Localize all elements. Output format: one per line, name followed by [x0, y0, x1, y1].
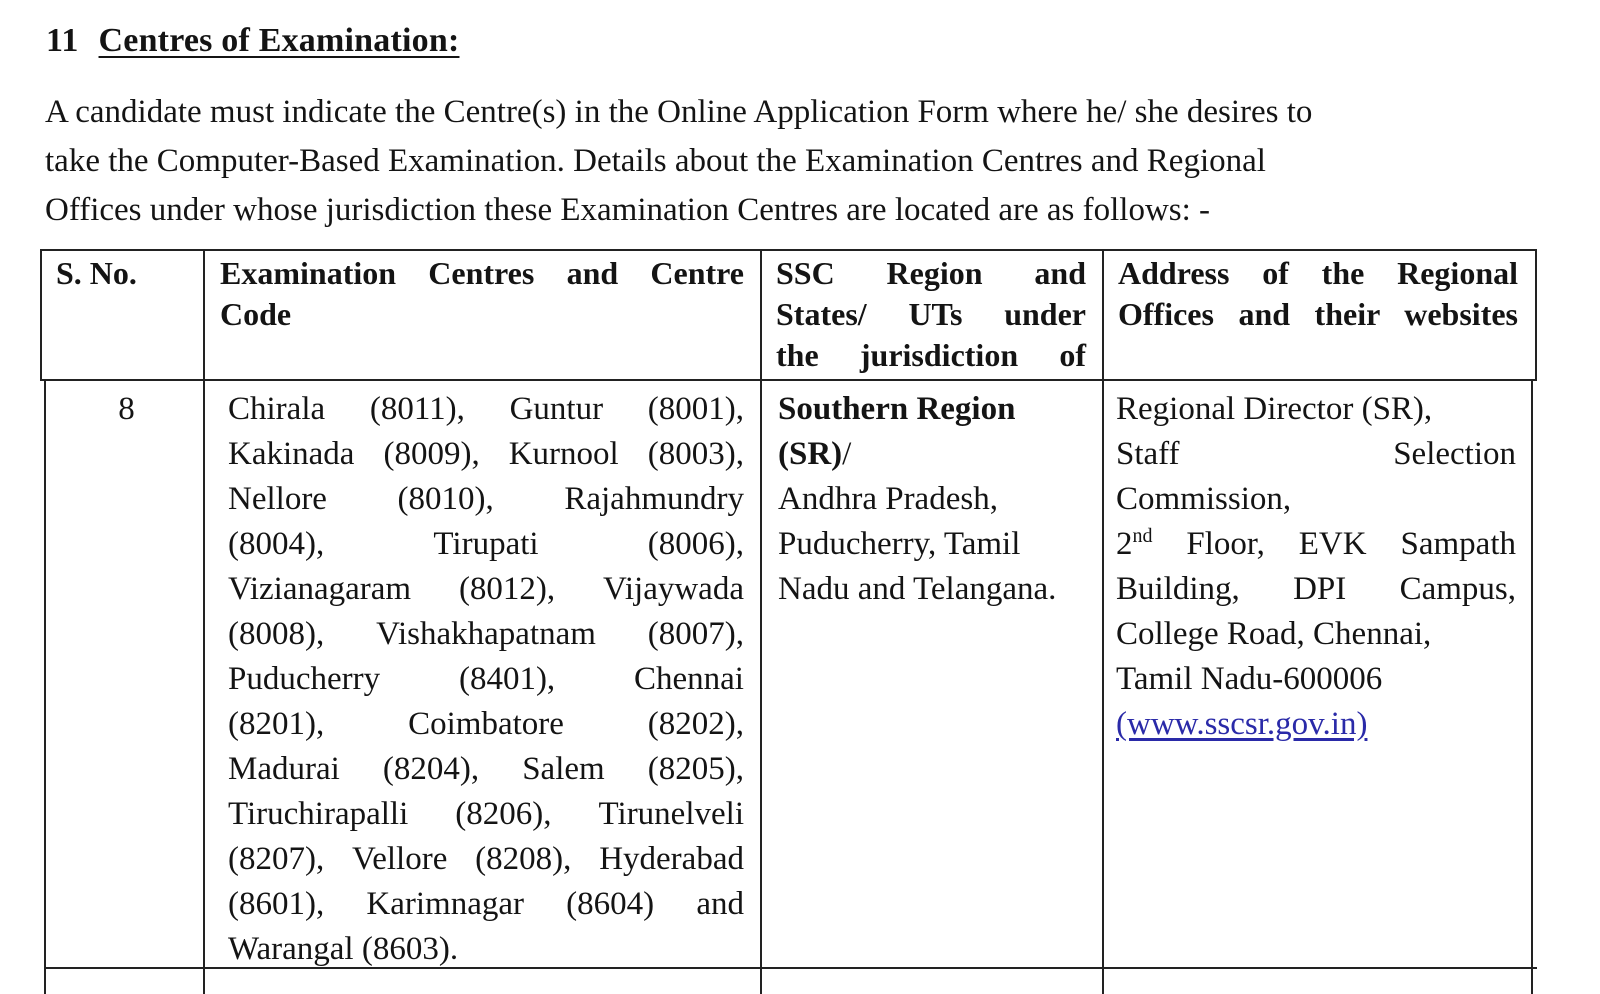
centre-line	[228, 387, 744, 432]
centre-line	[228, 837, 744, 882]
centre-word: (8205),	[647, 751, 744, 787]
centre-line	[228, 567, 744, 612]
centres-table	[40, 249, 1571, 994]
region-line: Puducherry, Tamil	[778, 526, 1021, 562]
centre-word: (8604)	[566, 886, 655, 922]
centre-word: Tirunelveli	[598, 796, 744, 832]
section-number: 11	[46, 22, 79, 59]
centre-word: Karimnagar	[366, 886, 524, 922]
intro-line: take the Computer-Based Examination. Details about the Examination Centres and Regional	[45, 143, 1266, 179]
centre-word: Salem	[522, 751, 605, 787]
centre-word: (8208),	[475, 841, 572, 877]
address-line: Building, DPI Campus,	[1116, 571, 1516, 607]
header-line: the jurisdiction of	[776, 337, 1086, 373]
centre-word: Rajahmundry	[564, 481, 744, 517]
centre-word: Vijaywada	[603, 571, 744, 607]
centre-line	[228, 882, 744, 927]
table-left-border	[44, 379, 46, 994]
table-top-border	[40, 249, 1537, 251]
centre-word: (8006),	[647, 526, 744, 562]
intro-paragraph	[45, 88, 1465, 235]
row-centres	[228, 387, 744, 972]
region-line: Andhra Pradesh,	[778, 481, 998, 517]
header-line: Address of the Regional	[1118, 255, 1518, 291]
centre-word: Puducherry	[228, 661, 381, 697]
centre-word: (8004),	[228, 526, 325, 562]
centre-line	[228, 927, 744, 972]
website-link[interactable]: (www.sscsr.gov.in)	[1116, 706, 1368, 742]
intro-line: A candidate must indicate the Centre(s) in the Online Application Form where he/ she desires to	[45, 94, 1313, 130]
centre-word: (8201),	[228, 706, 325, 742]
centre-word: (8009),	[383, 436, 480, 472]
column-divider	[760, 249, 762, 994]
intro-line: Offices under whose jurisdiction these Examination Centres are located are as follows: -	[45, 192, 1211, 228]
centre-line	[228, 657, 744, 702]
centre-word: Nellore	[228, 481, 327, 517]
centre-word: (8011),	[369, 391, 465, 427]
section-title: Centres of Examination:	[98, 22, 460, 59]
centre-word: Warangal (8603).	[228, 931, 459, 967]
section-heading	[46, 22, 459, 60]
centre-word: Madurai	[228, 751, 340, 787]
centre-word: Tirupati	[433, 526, 539, 562]
header-line: Code	[220, 296, 292, 332]
centre-word: (8003),	[647, 436, 744, 472]
address-line: Commission,	[1116, 481, 1292, 517]
row-address	[1116, 387, 1516, 747]
address-line: Staff Selection	[1116, 436, 1516, 472]
header-bottom-border	[40, 379, 1537, 381]
centre-word: Vizianagaram	[228, 571, 412, 607]
centre-word: Tiruchirapalli	[228, 796, 409, 832]
centre-word: (8012),	[458, 571, 556, 607]
centre-word: (8001),	[647, 391, 744, 427]
header-sno: S. No.	[56, 255, 137, 291]
table-right-border	[1535, 249, 1537, 379]
centre-word: Vishakhapatnam	[376, 616, 596, 652]
centre-line	[228, 522, 744, 567]
address-line: Regional Director (SR),	[1116, 391, 1433, 427]
centre-word: (8010),	[397, 481, 494, 517]
centre-word: (8601),	[228, 886, 325, 922]
region-line: Nadu and Telangana.	[778, 571, 1057, 607]
centre-word: (8204),	[382, 751, 480, 787]
address-line: College Road, Chennai,	[1116, 616, 1432, 652]
centre-word: Kakinada	[228, 436, 355, 472]
header-address	[1118, 253, 1518, 335]
header-line: Examination Centres and Centre	[220, 255, 744, 291]
centre-word: (8207),	[228, 841, 325, 877]
region-name: Southern Region	[778, 391, 1016, 427]
address-line: 2nd Floor, EVK Sampath	[1116, 525, 1516, 562]
header-line: Offices and their websites	[1118, 296, 1518, 332]
row-sno: 8	[118, 391, 135, 427]
header-region	[776, 253, 1086, 376]
centre-word: Coimbatore	[408, 706, 564, 742]
centre-word: (8401),	[458, 661, 556, 697]
centre-word: Chirala	[228, 391, 326, 427]
centre-word: (8202),	[647, 706, 744, 742]
header-line: States/ UTs under	[776, 296, 1086, 332]
centre-word: Kurnool	[508, 436, 619, 472]
centre-word: (8007),	[647, 616, 744, 652]
header-centres	[220, 253, 744, 335]
centre-word: Vellore	[352, 841, 448, 877]
centre-line	[228, 612, 744, 657]
centre-line	[228, 477, 744, 522]
table-right-border	[1531, 379, 1533, 994]
table-left-border	[40, 249, 42, 379]
centre-line	[228, 747, 744, 792]
centre-word: (8008),	[228, 616, 325, 652]
row-region: Southern Region (SR)/ Andhra Pradesh, Puducherry, Tamil Nadu and Telangana.	[778, 387, 1088, 612]
centre-word: and	[696, 886, 744, 922]
centre-word: (8206),	[455, 796, 552, 832]
centre-line	[228, 432, 744, 477]
centre-word: Hyderabad	[599, 841, 744, 877]
address-line: Tamil Nadu-600006	[1116, 661, 1383, 697]
column-divider	[203, 249, 205, 994]
header-line: SSC Region and	[776, 255, 1086, 291]
centre-line	[228, 792, 744, 837]
centre-line	[228, 702, 744, 747]
centre-word: Guntur	[509, 391, 604, 427]
column-divider	[1102, 249, 1104, 994]
centre-word: Chennai	[634, 661, 744, 697]
region-code: (SR)	[778, 436, 843, 472]
